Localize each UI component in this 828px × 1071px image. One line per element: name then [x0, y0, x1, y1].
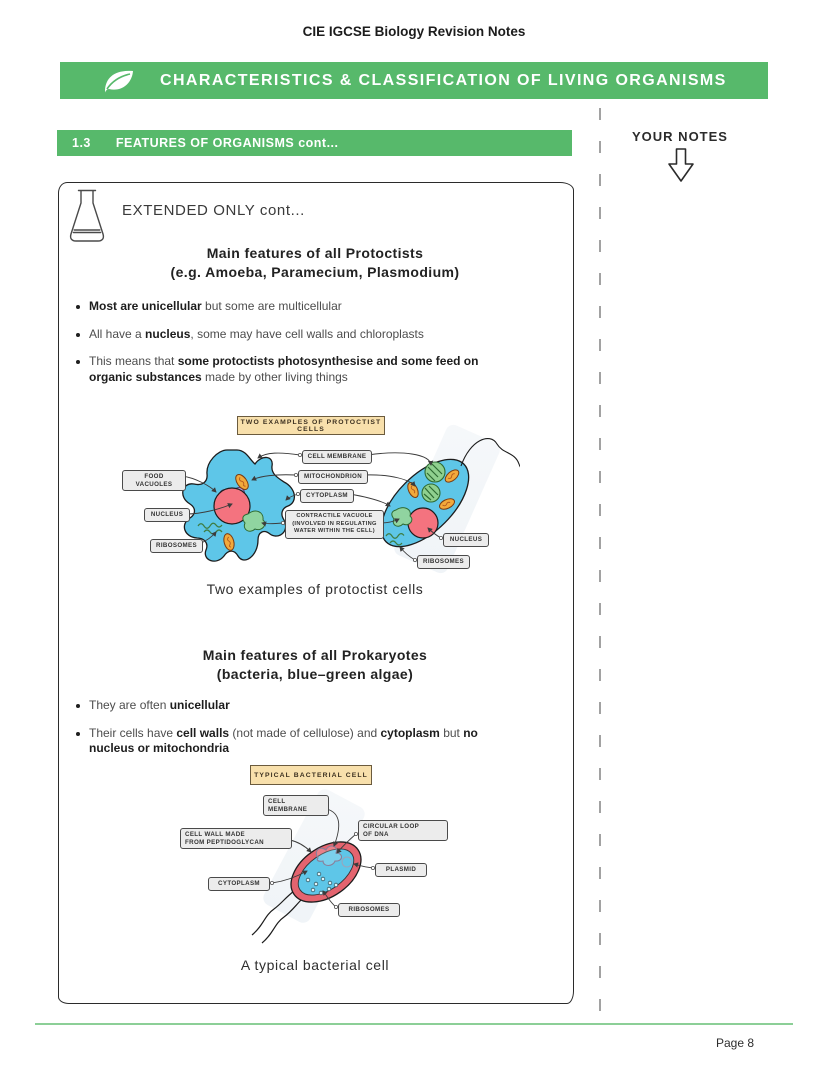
cytoplasm-label: CYTOPLASM: [300, 489, 354, 503]
contractile-vacuole-label: [285, 510, 384, 539]
bullet-text: cytoplasm: [380, 725, 440, 740]
bullet-text: All have a: [89, 326, 146, 341]
nucleus-label: NUCLEUS: [443, 533, 489, 547]
bullet-dot: [76, 732, 80, 736]
bullet-text: cell walls: [176, 725, 230, 740]
bullet-dot: [76, 305, 80, 309]
bullet-text: , some may have cell walls and chloroplasts: [190, 326, 424, 341]
protoctists-heading: [58, 244, 572, 282]
section-title: FEATURES OF ORGANISMS cont...: [115, 136, 339, 150]
bullet-text: (not made of cellulose) and: [229, 725, 381, 740]
nucleus-label: NUCLEUS: [144, 508, 190, 522]
chapter-title: CHARACTERISTICS & CLASSIFICATION OF LIVING ORGANISMS: [160, 71, 727, 89]
dashed-divider: [599, 108, 601, 1024]
bacterial-cell-drawing: [170, 763, 480, 953]
cell-membrane-label: CELL MEMBRANE: [302, 450, 372, 464]
bullet-dot: [76, 360, 80, 364]
document-title: CIE IGCSE Biology Revision Notes: [302, 24, 526, 39]
footer-divider: [35, 1023, 793, 1025]
prokaryotes-heading-line1: Main features of all Prokaryotes: [202, 647, 428, 663]
prokaryotes-heading-line2: (bacteria, blue–green algae): [216, 666, 414, 682]
circular-dna-line1: CIRCULAR LOOP: [363, 823, 420, 830]
cell-wall-label: [180, 828, 292, 849]
bullet-text: Most are unicellular: [89, 299, 202, 313]
bullet-text: some protoctists photosynthesise and some feed on organic substances: [89, 354, 479, 384]
plasmid-label: PLASMID: [375, 863, 427, 877]
mitochondrion-label: MITOCHONDRION: [298, 470, 368, 484]
section-banner: [57, 130, 572, 156]
bacterial-cell-diagram: [170, 763, 480, 953]
bullet-text: but some are multicellular: [201, 299, 342, 313]
page-number: Page 8: [715, 1036, 755, 1050]
your-notes-label: YOUR NOTES: [632, 129, 728, 144]
ribosomes-label: RIBOSOMES: [417, 555, 470, 569]
bullet-text: but: [439, 725, 464, 740]
section-number: 1.3: [72, 136, 91, 150]
cytoplasm-label: CYTOPLASM: [208, 877, 270, 891]
protoctists-heading-line2: (e.g. Amoeba, Paramecium, Plasmodium): [170, 264, 460, 280]
circular-dna-label: [358, 820, 448, 841]
contractile-line1: CONTRACTILE VACUOLE: [296, 513, 373, 519]
bacterial-diagram-caption: A typical bacterial cell: [240, 957, 390, 973]
bullet-dot: [76, 704, 80, 708]
prokaryotes-bullet-list: [76, 698, 524, 769]
cell-wall-line2: FROM PEPTIDOGLYCAN: [185, 838, 264, 846]
protoctists-heading-line1: Main features of all Protoctists: [206, 245, 424, 261]
ribosomes-label: RIBOSOMES: [338, 903, 400, 917]
bullet-text: made by other living things: [201, 369, 348, 384]
circular-dna-line2: OF DNA: [363, 830, 389, 838]
bullet-text: They are often: [89, 698, 170, 712]
cell-membrane-label: [263, 795, 329, 816]
down-arrow-icon: [667, 147, 695, 184]
flask-icon: [66, 187, 108, 244]
list-item: [76, 698, 524, 714]
bullet-text: Their cells have: [89, 725, 177, 740]
prokaryotes-heading: [58, 646, 572, 684]
diagram-title-box: TWO EXAMPLES OF PROTOCTIST CELLS: [237, 416, 385, 435]
bullet-text: unicellular: [169, 698, 230, 712]
bullet-text: nucleus: [145, 326, 191, 341]
cell-wall-line1: CELL WALL MADE: [185, 831, 246, 838]
protoctists-bullet-list: [76, 299, 524, 397]
list-item: [76, 299, 524, 315]
cell-membrane-line1: CELL: [268, 798, 286, 805]
contractile-line3: WATER WITHIN THE CELL): [294, 528, 375, 535]
contractile-line2: (INVOLVED IN REGULATING: [292, 520, 377, 527]
leaf-icon: [102, 68, 136, 94]
list-item: [76, 327, 524, 343]
bullet-text: This means that: [89, 354, 178, 368]
bullet-text: no nucleus or mitochondria: [89, 725, 478, 755]
extended-only-heading: EXTENDED ONLY cont...: [122, 202, 305, 219]
diagram-title-box: TYPICAL BACTERIAL CELL: [250, 765, 372, 785]
list-item: [76, 726, 524, 757]
ribosomes-label: RIBOSOMES: [150, 539, 203, 553]
cell-membrane-line2: MEMBRANE: [268, 805, 308, 813]
chapter-banner: [60, 62, 768, 99]
protoctist-diagram-caption: Two examples of protoctist cells: [206, 581, 424, 597]
bullet-dot: [76, 333, 80, 337]
protoctist-cells-diagram: [100, 410, 520, 578]
food-vacuoles-label: FOOD VACUOLES: [122, 470, 186, 491]
list-item: [76, 354, 524, 385]
